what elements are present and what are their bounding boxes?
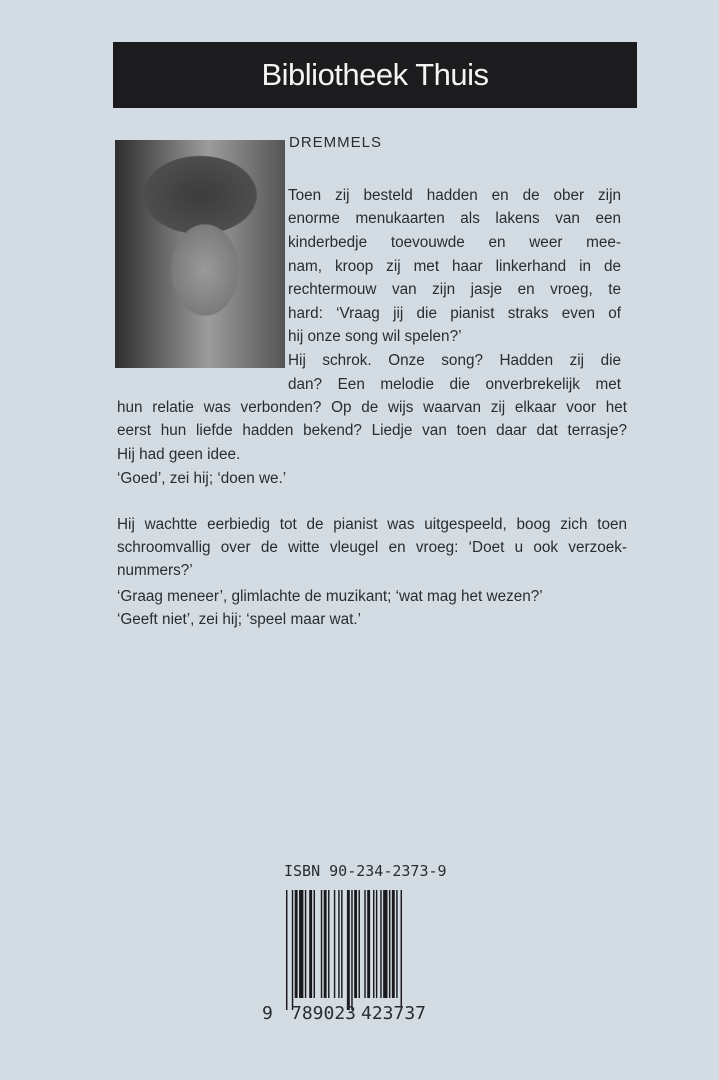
text-line: ‘Graag meneer’, glimlachte de muzikant; ‘wat mag het wezen?’ [117,588,543,605]
barcode-bar [321,890,322,998]
text-line: ‘Goed’, zei hij; ‘doen we.’ [117,470,287,487]
barcode-bar [292,890,293,1010]
barcode-bar [351,890,352,1010]
text-line: eerst hun liefde hadden bekend? Liedje van toen daar dat terrasje? [117,422,627,439]
barcode-bar [364,890,365,998]
text-line: kinderbedje toevouwde en weer mee- [288,234,621,251]
text-line: Hij wachtte eerbiedig tot de pianist was uitgespeeld, boog zich toen [117,516,627,533]
text-line: hard: ‘Vraag jij die pianist straks even of [288,305,621,322]
barcode-digits-right: 423737 [361,1003,427,1024]
text-line: hij onze song wil spelen?’ [288,328,462,345]
barcode-bar [347,890,350,1010]
text-line: nummers?’ [117,562,193,579]
barcode-bar [295,890,298,998]
barcode-bar [354,890,357,998]
text-line: ‘Geeft niet’, zei hij; ‘speel maar wat.’ [117,611,362,628]
text-line: Hij schrok. Onze song? Hadden zij die [288,352,621,369]
barcode [286,890,450,1010]
barcode-bar [396,890,397,998]
author-photo [115,140,285,368]
barcode-bar [401,890,402,1010]
barcode-bar [367,890,370,998]
barcode-bar [373,890,374,998]
barcode-bar [286,890,287,1010]
text-line: schroomvallig over de witte vleugel en vroeg: ‘Doet u ook verzoek- [117,539,627,556]
isbn-label: ISBN 90-234-2373-9 [284,862,447,880]
story-title: DREMMELS [289,134,383,151]
barcode-bar [389,890,390,998]
text-line: Toen zij besteld hadden en de ober zijn [288,187,621,204]
text-line: dan? Een melodie die onverbrekelijk met [288,376,621,393]
barcode-digits-left: 789023 [291,1003,357,1024]
barcode-bar [328,890,329,998]
text-line: rechtermouw van zijn jasje en vroeg, te [288,281,621,298]
barcode-bar [309,890,312,998]
text-line: nam, kroop zij met haar linkerhand in de [288,258,621,275]
text-line: hun relatie was verbonden? Op de wijs waarvan zij elkaar voor het [117,399,627,416]
barcode-bar [305,890,306,998]
barcode-bar [299,890,303,998]
series-banner: Bibliotheek Thuis [113,42,637,108]
barcode-bar [392,890,395,998]
barcode-bar [334,890,335,998]
barcode-first-digit: 9 [262,1003,273,1024]
text-line: enorme menukaarten als lakens van een [288,210,621,227]
barcode-bar [383,890,387,998]
barcode-bar [376,890,377,998]
barcode-bar [314,890,315,998]
barcode-bar [380,890,381,998]
barcode-bar [338,890,339,998]
text-line: Hij had geen idee. [117,446,241,463]
barcode-bar [324,890,327,998]
barcode-bar [341,890,342,998]
barcode-bar [359,890,360,998]
